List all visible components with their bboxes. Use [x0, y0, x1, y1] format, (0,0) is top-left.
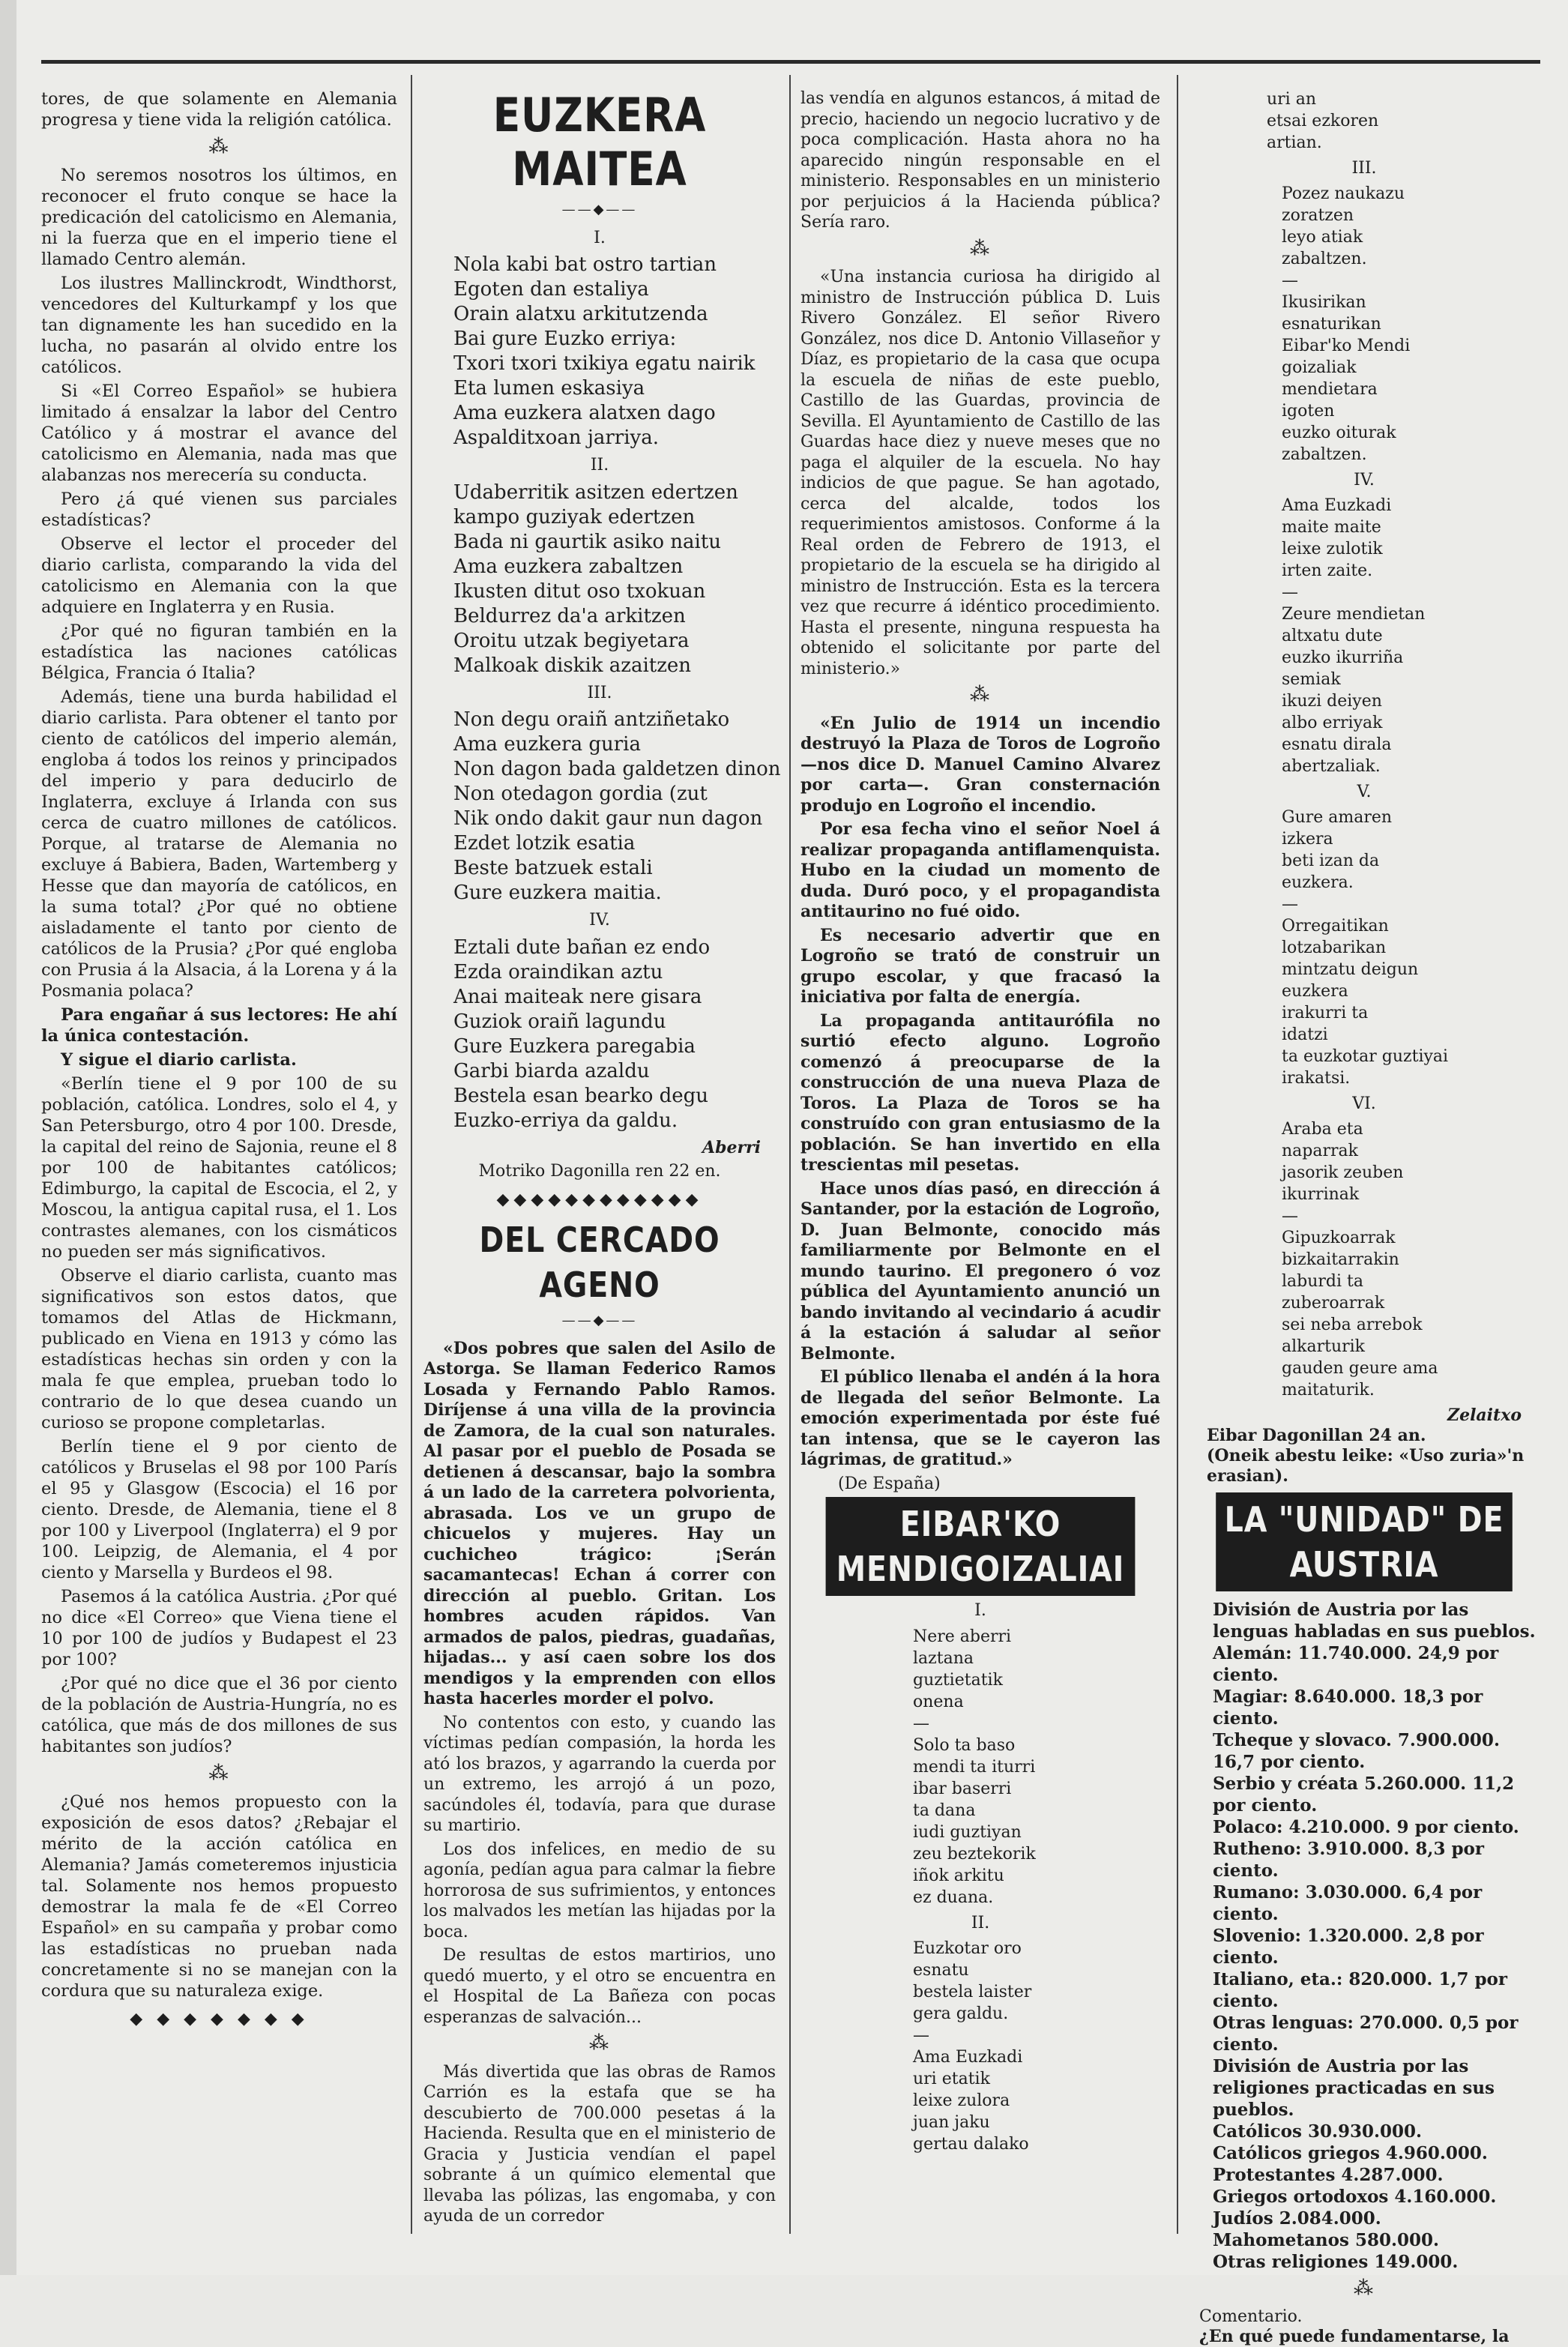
poem-line: — — [913, 2026, 929, 2045]
statistic-line: Rutheno: 3.910.000. 8,3 por ciento. — [1213, 1839, 1484, 1881]
poem-line: Solo ta baso — [913, 1735, 1016, 1755]
poem-line: — — [913, 1714, 929, 1733]
poem-line: Udaberritik asitzen edertzen — [453, 480, 738, 504]
poem-line: sei neba arrebok — [1282, 1316, 1423, 1334]
poem-line: Ama Euzkadi — [913, 2048, 1023, 2067]
poem-continuation — [1267, 88, 1537, 154]
poem-line: iñok arkitu — [913, 1866, 1004, 1885]
poem-line: ikuzi deiyen — [1282, 692, 1382, 711]
poem-line: esnaturikan — [1282, 315, 1381, 334]
stanza-number: III. — [1351, 159, 1377, 178]
poem-line: ikurrinak — [1282, 1185, 1360, 1204]
poem-line: Gure amaren — [1282, 808, 1393, 827]
stanza — [453, 253, 776, 451]
statistic-line: Judíos 2.084.000. — [1213, 2208, 1381, 2229]
poem-note: (Oneik abestu leike: «Uso zuria»'n erasian). — [1207, 1446, 1525, 1486]
poem-line: bestela laister — [913, 1983, 1032, 2001]
poem-line: uri etatik — [913, 2070, 990, 2088]
poem-line: zabaltzen. — [1282, 445, 1367, 464]
poem-line: beti izan da — [1282, 852, 1380, 870]
poem-line: lotzabarikan — [1282, 939, 1387, 957]
column-rule-1 — [411, 75, 412, 2234]
col1-paragraph: tores, de que solamente en Alemania progresa y tiene vida la religión católica. — [41, 89, 397, 130]
poem-line: Beldurrez da'a arkitzen — [453, 604, 686, 627]
column-3 — [800, 88, 1160, 2155]
ornament: ——◆—— — [561, 202, 638, 217]
poem-line: Pozez naukazu — [1282, 184, 1405, 203]
poem-line: Eta lumen eskasiya — [453, 377, 645, 400]
poem-line: leyo atiak — [1282, 228, 1363, 247]
page-edge-shadow — [0, 0, 16, 2275]
poem-line: maitaturik. — [1282, 1381, 1375, 1400]
col1-paragraph: Para engañar á sus lectores: He ahí la única contestación. — [41, 1005, 397, 1046]
poem-line: ta euzkotar guztiyai — [1282, 1047, 1449, 1066]
col2-paragraph: «Dos pobres que salen del Asilo de Astorga. Se llaman Federico Ramos Losada y Fernando Pablo Ramos. Diríjense á una villa de la provincia de Zamora, de la cual son naturales. Al pasar por el pueblo de Posada se detienen á descansar, bajo la sombra á un lado de la carretera polvorienta, abrasada. Los ve un grupo de chicuelos y mujeres. Hay un cuchicheo trágico: ¡Serán sacamantecas! Echan á correr con dirección al pueblo. Gritan. Los hombres acuden rápidos. Van armados de palos, piedras, guadañas, hijadas... y así caen sobre los dos mendigos y la emprenden con ellos hasta hacerles morder el polvo. — [423, 1338, 776, 1708]
col3-paragraph: «En Julio de 1914 un incendio destruyó la Plaza de Toros de Logroño —nos dice D. Manuel Camino Alvarez por carta—. Gran consternación produjo en Logroño el incendio. — [800, 713, 1160, 816]
poem-line: euzkera — [1282, 982, 1348, 1001]
ornament-divider: ◆ ◆ ◆ ◆ ◆ ◆ ◆ — [130, 2010, 309, 2028]
poem-line: ta dana — [913, 1801, 976, 1820]
poem-euzkera-maitea — [423, 228, 781, 1133]
poem-signoff: Motriko Dagonilla ren 22 en. — [478, 1162, 721, 1181]
poem-line: Aspalditxoan jarriya. — [453, 427, 660, 449]
stanza — [1282, 183, 1537, 466]
poem-signoff: Eibar Dagonillan 24 an. — [1207, 1426, 1426, 1445]
headline-euzkera-maitea: EUZKERA MAITEA — [492, 88, 707, 196]
poem-line: irten zaite. — [1282, 561, 1373, 580]
poem-line: leixe zulotik — [1282, 540, 1383, 558]
poem-line: altxatu dute — [1282, 627, 1383, 645]
col1-paragraph: ¿Por qué no dice que el 36 por ciento de la población de Austria-Hungría, no es católica, que más de dos millones de sus habitantes son judíos? — [41, 1674, 397, 1756]
stanza-number: III. — [587, 683, 612, 702]
col1-paragraph: Y sigue el diario carlista. — [61, 1050, 297, 1070]
poem-line: Anai maiteak nere gisara — [453, 985, 702, 1008]
col3-paragraph: Es necesario advertir que en Logroño se trató de construir un grupo escolar, y que fracasó la iniciativa por falta de energía. — [800, 925, 1160, 1007]
stanza — [453, 480, 776, 678]
ornament: ——◆—— — [561, 1313, 638, 1328]
col2-paragraph: Los dos infelices, en medio de su agonía, pedían agua para calmar la fiebre horrorosa de sus sufrimientos, y entonces los malvados les metían las hijadas por la boca. — [423, 1840, 776, 1941]
poem-line: Ama euzkera zabaltzen — [453, 555, 684, 578]
statistic-line: Serbio y créata 5.260.000. 11,2 por ciento. — [1213, 1774, 1515, 1816]
poem-line: Zeure mendietan — [1282, 605, 1426, 624]
statistic-line: Italiano, eta.: 820.000. 1,7 por ciento. — [1213, 1969, 1508, 2011]
stanza-number: V. — [1357, 783, 1372, 801]
col3-paragraph: Por esa fecha vino el señor Noel á realizar propaganda antiflamenquista. Hubo en la ciudad un momento de duda. Duró poco, y el propagandista antitaurino no fué oido. — [800, 819, 1160, 921]
col1-paragraph: Observe el lector el proceder del diario carlista, comparando la vida del catolicismo en Alemania con la que adquiere en Inglaterra y en Rusia. — [41, 534, 397, 617]
stanza-number: II. — [971, 1913, 990, 1932]
statistic-line: Mahometanos 580.000. — [1213, 2230, 1439, 2250]
column-2 — [423, 88, 781, 2230]
poem-line: Bestela esan bearko degu — [453, 1084, 709, 1107]
col2-paragraph: Más divertida que las obras de Ramos Carrión es la estafa que se ha descubierto de 700.000 pesetas á la Hacienda. Resulta que en el ministerio de Gracia y Justicia vendían el papel sobrante á un químico elemental que llevaba las pólizas, las engomaba, y con ayuda de un corredor — [423, 2062, 776, 2226]
poem-eibarko-mendigoizaliai — [800, 1600, 1160, 2155]
poem-line: iudi guztiyan — [913, 1822, 1022, 1842]
statistic-line: Otras religiones 149.000. — [1213, 2252, 1459, 2272]
poem-line: Araba eta — [1282, 1120, 1363, 1139]
poem-line: euzko oiturak — [1282, 424, 1396, 442]
col1-paragraph: Si «El Correo Español» se hubiera limitado á ensalzar la labor del Centro Católico y á mostrar el avance del catolicismo en Alemania, nada mas que alabanzas nos merecería su conducta. — [41, 382, 397, 485]
poem-line: Txori txori txikiya egatu nairik — [453, 352, 756, 375]
statistic-line: División de Austria por las religiones practicadas en sus pueblos. — [1213, 2056, 1495, 2120]
statistic-line: Católicos 30.930.000. — [1213, 2121, 1422, 2142]
asterism: ⁂ — [970, 684, 991, 706]
column-1 — [41, 88, 397, 2037]
poem-line: Ama Euzkadi — [1282, 496, 1392, 515]
poem-line: zeu beztekorik — [913, 1844, 1036, 1864]
poem-line: mintzatu deigun — [1282, 960, 1419, 979]
poem-line: euzkera. — [1282, 873, 1354, 892]
statistic-line: Griegos ortodoxos 4.160.000. — [1213, 2187, 1497, 2207]
poem-line: Gure euzkera maitia. — [453, 882, 662, 904]
stanza — [453, 936, 776, 1133]
stanza — [453, 708, 781, 906]
poem-line: zuberoarrak — [1282, 1294, 1385, 1313]
statistic-line: División de Austria por las lenguas habladas en sus pueblos. — [1213, 1600, 1536, 1642]
poem-line: mendietara — [1282, 380, 1378, 399]
col3-paragraph: La propaganda antitaurófila no surtió efecto alguno. Logroño comenzó á preocuparse de la construcción de una nueva Plaza de Toros. La Plaza de Toros se ha construído con gran entusiasmo de la población. Se han invertido en ella trescientas mil pesetas. — [800, 1010, 1160, 1175]
col2-paragraph: De resultas de estos martirios, uno quedó muerto, y el otro se encuentra en el Hospital de La Bañeza con pocas esperanzas de salvación... — [423, 1946, 776, 2027]
poem-line: izkera — [1282, 830, 1333, 849]
stanza-number: I. — [594, 228, 606, 247]
poem-line: Non otedagon gordia (zut — [453, 783, 708, 805]
statistic-line: Otras lenguas: 270.000. 0,5 por ciento. — [1213, 2013, 1519, 2055]
poem-line: ibar baserri — [913, 1779, 1012, 1798]
poem-line: esnatu dirala — [1282, 735, 1392, 754]
stanza-number: IV. — [1354, 471, 1375, 489]
col1-paragraph: Los ilustres Mallinckrodt, Windthorst, vencedores del Kulturkampf y los que tan dignamente les han sucedido en la lucha, no pasarán al olvido entre los católicos. — [41, 274, 397, 377]
poem-line: Orain alatxu arkitutzenda — [453, 303, 708, 325]
poem-line: Gipuzkoarrak — [1282, 1229, 1396, 1247]
asterism: ⁂ — [1354, 2277, 1375, 2300]
poem-line: Eztali dute bañan ez endo — [453, 936, 711, 959]
statistic-line: Católicos griegos 4.960.000. — [1213, 2143, 1488, 2163]
poem-author: Zelaitxo — [1447, 1406, 1522, 1425]
statistic-line: Tcheque y slovaco. 7.900.000. 16,7 por ciento. — [1213, 1730, 1500, 1772]
poem-line: zabaltzen. — [1282, 250, 1367, 268]
poem-author: Aberri — [702, 1137, 761, 1157]
col1-paragraph: Pasemos á la católica Austria. ¿Por qué no dice «El Correo» que Viena tiene el 10 por 100 de judíos y Budapest el 23 por 100? — [41, 1587, 397, 1669]
poem-line: laburdi ta — [1282, 1272, 1363, 1291]
poem-line: gera galdu. — [913, 2004, 1009, 2023]
poem-line: Non degu oraiñ antziñetako — [453, 708, 730, 731]
poem-line: abertzaliak. — [1282, 757, 1381, 776]
poem-line: idatzi — [1282, 1025, 1328, 1044]
poem-line: laztana — [913, 1648, 974, 1668]
poem-line: — — [1282, 271, 1298, 290]
poem-line: Gure Euzkera paregabia — [453, 1034, 696, 1058]
poem-line: maite maite — [1282, 518, 1381, 537]
poem-line: semiak — [1282, 670, 1341, 689]
poem-continued-stanzas — [1192, 158, 1537, 1401]
column-rule-3 — [1177, 75, 1178, 2234]
col2-paragraph: No contentos con esto, y cuando las víctimas pedían compasión, la horda les ató los brazos, y agarrando la cuerda por un extremo, les arrojó á un pozo, sacúndoles él, todavía, para que durase su martirio. — [423, 1713, 776, 1835]
stanza — [913, 1938, 1160, 2155]
statistic-line: Slovenio: 1.320.000. 2,8 por ciento. — [1213, 1926, 1484, 1968]
poem-line: Ama euzkera alatxen dago — [453, 402, 716, 424]
poem-line: Ezda oraindikan aztu — [453, 960, 663, 983]
headline-del-cercado-ageno: DEL CERCADO AGENO — [479, 1220, 720, 1305]
statistic-line: Protestantes 4.287.000. — [1213, 2165, 1444, 2185]
poem-line: Euzko-erriya da galdu. — [453, 1109, 678, 1132]
comment-label: Comentario. — [1199, 2307, 1303, 2326]
poem-line: Garbi biarda azaldu — [453, 1059, 650, 1082]
asterism: ⁂ — [208, 1762, 230, 1785]
poem-line: Bada ni gaurtik asiko naitu — [453, 530, 722, 553]
headline-eibarko-mendigoizaliai: EIBAR'KO MENDIGOIZALIAI — [826, 1497, 1136, 1596]
poem-line: gauden geure ama — [1282, 1359, 1438, 1378]
stanza-number: II. — [590, 456, 609, 474]
col1-paragraph: ¿Qué nos hemos propuesto con la exposición de esos datos? ¿Rebajar el mérito de la acción católica en Alemania? Jamás cometeremos injusticia tal. Solamente nos hemos propuesto demostrar la mala fe de «El Correo Español» en su campaña y probar como las estadísticas no prueban nada concretamente si no se manejan con la cordura que su naturaleza exige. — [41, 1792, 397, 2001]
stanza — [913, 1626, 1160, 1908]
poem-line: albo erriyak — [1282, 714, 1383, 732]
col1-paragraph: ¿Por qué no figuran también en la estadística las naciones católicas Bélgica, Francia ó Italia? — [41, 621, 397, 683]
poem-line: Orregaitikan — [1282, 917, 1389, 936]
poem-line: Non dagon bada galdetzen dinon — [453, 758, 781, 780]
poem-line: — — [1282, 1207, 1298, 1226]
poem-line: leixe zulora — [913, 2091, 1010, 2110]
col3-paragraph: El público llenaba el andén á la hora de llegada del señor Belmonte. La emoción experimentada por éste fué tan intensa, que se le cayeron las lágrimas, de gratitud.» — [800, 1367, 1160, 1469]
statistic-line: Magiar: 8.640.000. 18,3 por ciento. — [1213, 1687, 1483, 1729]
col1-paragraph: Pero ¿á qué vienen sus parciales estadísticas? — [41, 489, 397, 530]
poem-line: Ikusirikan — [1282, 293, 1366, 312]
poem-line: jasorik zeuben — [1282, 1163, 1404, 1182]
stanza — [1282, 495, 1537, 777]
poem-line: onena — [913, 1692, 964, 1711]
col1-paragraph: No seremos nosotros los últimos, en reconocer el fruto conque se hace la predicación del catolicismo en Alemania, ni la fuerza que en el imperio tiene el llamado Centro alemán. — [41, 166, 397, 269]
poem-line: euzko ikurriña — [1282, 648, 1404, 667]
poem-line: mendi ta iturri — [913, 1757, 1036, 1777]
poem-line: artian. — [1267, 133, 1322, 152]
stanza — [1282, 1118, 1537, 1401]
asterism: ⁂ — [208, 136, 230, 158]
comment-text: ¿En qué puede fundamentarse, la — [1199, 2327, 1510, 2346]
poem-line: esnatu — [913, 1961, 969, 1980]
poem-line: kampo guziyak edertzen — [453, 505, 696, 528]
statistic-line: Rumano: 3.030.000. 6,4 por ciento. — [1213, 1882, 1483, 1924]
poem-line: ez duana. — [913, 1887, 994, 1907]
poem-line: uri an — [1267, 90, 1316, 109]
poem-line: Bai gure Euzko erriya: — [453, 328, 677, 350]
headline-unidad-de-austria: LA "UNIDAD" DE AUSTRIA — [1216, 1492, 1513, 1591]
poem-line: Ezdet lotzik esatia — [453, 832, 636, 855]
col3-paragraph: «Una instancia curiosa ha dirigido al ministro de Instrucción pública D. Luis Rivero González. El señor Rivero González, nos dice D. Antonio Villaseñor y Díaz, es propietario de la casa que ocupa la escuela de niñas de este pueblo, Castillo de las Guardas, provincia de Sevilla. El Ayuntamiento de Castillo de las Guardas hace diez y nueve meses que no paga el alquiler de la escuela. No hay indicios de que pague. Se han agotado, cerca del alcalde, todos los requerimientos amistosos. Conforme á la Real orden de Febrero de 1913, el propietario de la escuela se ha dirigido al ministro de Instrucción. Esta es la tercera vez que recurre á idéntico procedimiento. Hasta el presente, ninguna respuesta ha obtenido el solicitante por parte del ministerio.» — [800, 268, 1160, 678]
stanza-number: I. — [974, 1601, 986, 1620]
poem-line: Eibar'ko Mendi — [1282, 337, 1411, 355]
poem-line: Beste batzuek estali — [453, 857, 653, 879]
poem-line: Guziok oraiñ lagundu — [453, 1010, 666, 1033]
poem-line: Nola kabi bat ostro tartian — [453, 253, 717, 276]
column-4 — [1192, 88, 1537, 2347]
poem-line: Ama euzkera guria — [453, 733, 641, 756]
poem-line: juan jaku — [913, 2113, 990, 2132]
poem-line: Nere aberri — [913, 1627, 1012, 1646]
poem-line: — — [1282, 895, 1298, 914]
poem-line: Malkoak diskik azaitzen — [453, 654, 692, 677]
stanza — [1282, 807, 1537, 1089]
statistic-line: Polaco: 4.210.000. 9 por ciento. — [1213, 1817, 1519, 1837]
stanza-number: IV. — [589, 911, 610, 930]
poem-line: Ikusten ditut oso txokuan — [453, 579, 706, 603]
col3-paragraph: las vendía en algunos estancos, á mitad de precio, haciendo un negocio lucrativo y de poca complicación. Hasta ahora no ha aparecido ningún responsable en el ministerio. Responsables en un ministerio por perjuicios á la Hacienda pública? Sería raro. — [800, 89, 1160, 232]
austria-statistics — [1192, 1599, 1537, 2273]
asterism: ⁂ — [589, 2032, 610, 2055]
poem-line: Euzkotar oro — [913, 1939, 1022, 1958]
col3-source: (De España) — [838, 1474, 941, 1493]
ornament-divider: ◆◆◆◆◆◆◆◆◆◆◆◆ — [496, 1190, 703, 1209]
poem-line: goizaliak — [1282, 358, 1357, 377]
poem-line: gertau dalako — [913, 2135, 1029, 2154]
poem-line: guztietatik — [913, 1670, 1003, 1690]
poem-line: irakatsi. — [1282, 1069, 1351, 1088]
poem-line: — — [1282, 583, 1298, 602]
poem-line: alkarturik — [1282, 1337, 1366, 1356]
column-rule-2 — [789, 75, 791, 2234]
poem-line: naparrak — [1282, 1142, 1358, 1160]
col1-paragraph: Además, tiene una burda habilidad el diario carlista. Para obtener el tanto por ciento de católicos del imperio alemán, engloba á todos los reinos y principados del imperio y para deducirlo de Inglaterra, excluye á Irlanda con sus cerca de cuatro millones de católicos. Porque, al tratarse de Alemania no excluye á Babiera, Baden, Wartemberg y Hesse que dan mayoría de católicos, en la suma total? ¿Por qué no obtiene aisladamente el tanto por ciento de católicos de la Prusia? ¿Por qué engloba con Prusia á la Alsacia, á la Lorena y á la Posmania polaca? — [41, 687, 397, 1001]
statistic-line: Alemán: 11.740.000. 24,9 por ciento. — [1213, 1643, 1499, 1685]
poem-line: igoten — [1282, 402, 1335, 421]
poem-line: bizkaitarrakin — [1282, 1250, 1399, 1269]
poem-line: Oroitu utzak begiyetara — [453, 629, 690, 652]
poem-line: zoratzen — [1282, 206, 1354, 225]
col3-paragraph: Hace unos días pasó, en dirección á Santander, por la estación de Logroño, D. Juan Belmonte, conocido más familiarmente por Belmonte en el mundo taurino. El pregonero ó voz pública del Ayuntamiento anunció un bando invitando al vecindario á acudir á la estación á saludar al señor Belmonte. — [800, 1178, 1160, 1364]
poem-line: Nik ondo dakit gaur nun dagon — [453, 807, 763, 830]
col1-paragraph: Observe el diario carlista, cuanto mas significativos son estos datos, que tomamos del Atlas de Hickmann, publicado en Viena en 1913 y cómo las estadísticas hechas sin orden y con la mala fe que emplea, prueban todo lo contrario de lo que desea cuando un curioso se propone completarlas. — [41, 1266, 397, 1432]
poem-line: Egoten dan estaliya — [453, 278, 649, 301]
poem-line: irakurri ta — [1282, 1004, 1369, 1022]
col1-paragraph: Berlín tiene el 9 por ciento de católicos y Bruselas el 98 por 100 París el 95 y Glasgow (Escocia) el 16 por ciento. Dresde, de Alemania, tiene el 8 por 100 y Liverpool (Inglaterra) el 9 por 100. Leipzig, de Alemania, el 4 por ciento y Marsella y Burdeos el 98. — [41, 1437, 397, 1582]
col1-paragraph: «Berlín tiene el 9 por 100 de su población, católica. Londres, solo el 4, y San Petersburgo, otro 4 por 100. Dresde, la capital del reino de Sajonia, reune el 8 por 100 de habitantes católicos; Edimburgo, la capital de Escocia, el 2, y Moscou, la antigua capital rusa, el 1. Los contrastes alemanes, con los cismáticos no pueden ser más significativos. — [41, 1074, 397, 1262]
poem-line: etsai ezkoren — [1267, 112, 1379, 130]
stanza-number: VI. — [1352, 1094, 1376, 1113]
top-rule — [41, 60, 1540, 64]
asterism: ⁂ — [970, 237, 991, 260]
